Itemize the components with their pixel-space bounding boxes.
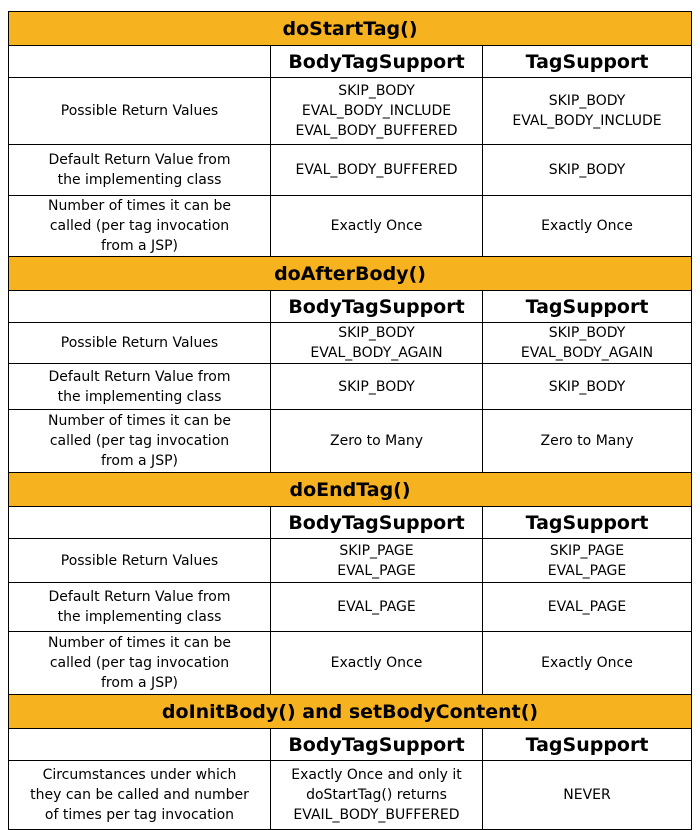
bodytagsupport-value — [271, 364, 483, 410]
bodytagsupport-value-line: Exactly Once — [330, 218, 423, 234]
row-label-line: called (per tag invocation — [49, 655, 230, 671]
table-row — [9, 583, 692, 632]
bodytagsupport-value-line: Exactly Once and only it — [291, 767, 462, 783]
row-label-line: Circumstances under which — [42, 767, 237, 783]
empty-header-cell — [9, 46, 271, 78]
column-header-bodytagsupport: BodyTagSupport — [271, 291, 483, 323]
row-label-line: from a JSP) — [101, 238, 178, 254]
bodytagsupport-value-line: doStartTag() returns — [306, 787, 447, 803]
section-header-row — [9, 473, 692, 507]
bodytagsupport-value — [271, 632, 483, 695]
tagsupport-value — [483, 410, 692, 473]
section-title: doInitBody() and setBodyContent() — [9, 695, 692, 729]
tagsupport-value-line: EVAL_BODY_AGAIN — [520, 345, 654, 361]
tagsupport-value-line: Exactly Once — [541, 218, 633, 234]
column-header-bodytagsupport: BodyTagSupport — [271, 507, 483, 539]
row-label-line: the implementing class — [57, 172, 222, 188]
bodytagsupport-value-line: EVAL_BODY_INCLUDE — [301, 103, 452, 119]
tagsupport-value — [483, 364, 692, 410]
column-header-bodytagsupport: BodyTagSupport — [271, 46, 483, 78]
row-label-line: the implementing class — [57, 388, 222, 405]
table-row — [9, 364, 692, 410]
tagsupport-value-line: Zero to Many — [540, 433, 634, 449]
comparison-table — [8, 11, 692, 830]
section-header-row — [9, 257, 692, 291]
row-label-line: Possible Return Values — [60, 103, 219, 119]
row-label-line: Default Return Value from — [48, 368, 231, 385]
bodytagsupport-value-line: Exactly Once — [330, 655, 423, 671]
table-row — [9, 78, 692, 145]
bodytagsupport-value-line: SKIP_BODY — [338, 325, 415, 341]
row-label — [9, 632, 271, 695]
bodytagsupport-value-line: EVAL_BODY_BUFFERED — [295, 123, 458, 139]
tagsupport-value-line: EVAL_PAGE — [547, 599, 627, 615]
bodytagsupport-value-line: SKIP_PAGE — [339, 542, 414, 559]
bodytagsupport-value — [271, 78, 483, 145]
row-label-line: Possible Return Values — [60, 335, 219, 351]
row-label — [9, 364, 271, 410]
row-label-line: Number of times it can be — [48, 198, 231, 214]
bodytagsupport-value — [271, 583, 483, 632]
bodytagsupport-value-line: EVAL_BODY_BUFFERED — [295, 162, 458, 178]
bodytagsupport-value-line: EVAIL_BODY_BUFFERED — [293, 807, 460, 823]
table-row — [9, 539, 692, 583]
row-label-line: called (per tag invocation — [49, 218, 230, 234]
row-label-line: called (per tag invocation — [49, 433, 230, 449]
column-header-tagsupport: TagSupport — [483, 507, 692, 539]
row-label — [9, 410, 271, 473]
bodytagsupport-value — [271, 323, 483, 364]
empty-header-cell — [9, 291, 271, 323]
section-title: doAfterBody() — [9, 257, 692, 291]
bodytagsupport-value-line: EVAL_PAGE — [337, 599, 416, 615]
tagsupport-value — [483, 145, 692, 196]
bodytagsupport-value — [271, 196, 483, 257]
section-header-row — [9, 695, 692, 729]
row-label — [9, 78, 271, 145]
row-label — [9, 539, 271, 583]
tagsupport-value — [483, 539, 692, 583]
column-header-tagsupport: TagSupport — [483, 291, 692, 323]
row-label — [9, 145, 271, 196]
row-label-line: from a JSP) — [101, 675, 178, 691]
bodytagsupport-value-line: EVAL_PAGE — [337, 562, 416, 579]
row-label-line: from a JSP) — [101, 453, 178, 469]
section-title: doEndTag() — [9, 473, 692, 507]
row-label — [9, 323, 271, 364]
table-row — [9, 632, 692, 695]
row-label-line: Number of times it can be — [48, 413, 231, 429]
tagsupport-value-line: EVAL_PAGE — [547, 562, 627, 579]
section-header-row — [9, 12, 692, 46]
section-title: doStartTag() — [9, 12, 692, 46]
column-header-row — [9, 729, 692, 761]
tagsupport-value — [483, 632, 692, 695]
row-label-line: of times per tag invocation — [44, 807, 235, 823]
bodytagsupport-value — [271, 145, 483, 196]
table-row — [9, 323, 692, 364]
bodytagsupport-value — [271, 761, 483, 830]
row-label-line: Default Return Value from — [48, 589, 231, 605]
table-row — [9, 410, 692, 473]
row-label — [9, 761, 271, 830]
row-label-line: Number of times it can be — [48, 635, 231, 651]
table-row — [9, 761, 692, 830]
column-header-tagsupport: TagSupport — [483, 729, 692, 761]
bodytagsupport-value-line: SKIP_BODY — [338, 83, 415, 99]
empty-header-cell — [9, 729, 271, 761]
tagsupport-value — [483, 323, 692, 364]
row-label — [9, 196, 271, 257]
column-header-tagsupport: TagSupport — [483, 46, 692, 78]
empty-header-cell — [9, 507, 271, 539]
row-label — [9, 583, 271, 632]
tagsupport-value — [483, 761, 692, 830]
row-label-line: the implementing class — [57, 609, 222, 625]
bodytagsupport-value — [271, 410, 483, 473]
table-row — [9, 145, 692, 196]
bodytagsupport-value-line: Zero to Many — [330, 433, 423, 449]
bodytagsupport-value — [271, 539, 483, 583]
tagsupport-value — [483, 196, 692, 257]
tagsupport-value — [483, 583, 692, 632]
tagsupport-value-line: Exactly Once — [541, 655, 633, 671]
row-label-line: they can be called and number — [30, 787, 249, 803]
row-label-line: Possible Return Values — [60, 552, 219, 569]
table-row — [9, 196, 692, 257]
tagsupport-value-line: SKIP_BODY — [548, 93, 626, 109]
tagsupport-value — [483, 78, 692, 145]
column-header-row — [9, 46, 692, 78]
tagsupport-value-line: NEVER — [563, 787, 611, 803]
tagsupport-value-line: SKIP_BODY — [548, 162, 626, 178]
tagsupport-value-line: SKIP_BODY — [548, 325, 626, 341]
column-header-row — [9, 291, 692, 323]
column-header-row — [9, 507, 692, 539]
column-header-bodytagsupport: BodyTagSupport — [271, 729, 483, 761]
row-label-line: Default Return Value from — [48, 152, 231, 168]
table-body — [9, 12, 692, 830]
tagsupport-value-line: EVAL_BODY_INCLUDE — [512, 113, 662, 129]
bodytagsupport-value-line: EVAL_BODY_AGAIN — [310, 345, 443, 361]
tagsupport-value-line: SKIP_PAGE — [549, 542, 625, 559]
bodytagsupport-value-line: SKIP_BODY — [338, 378, 415, 395]
tagsupport-value-line: SKIP_BODY — [548, 378, 626, 395]
